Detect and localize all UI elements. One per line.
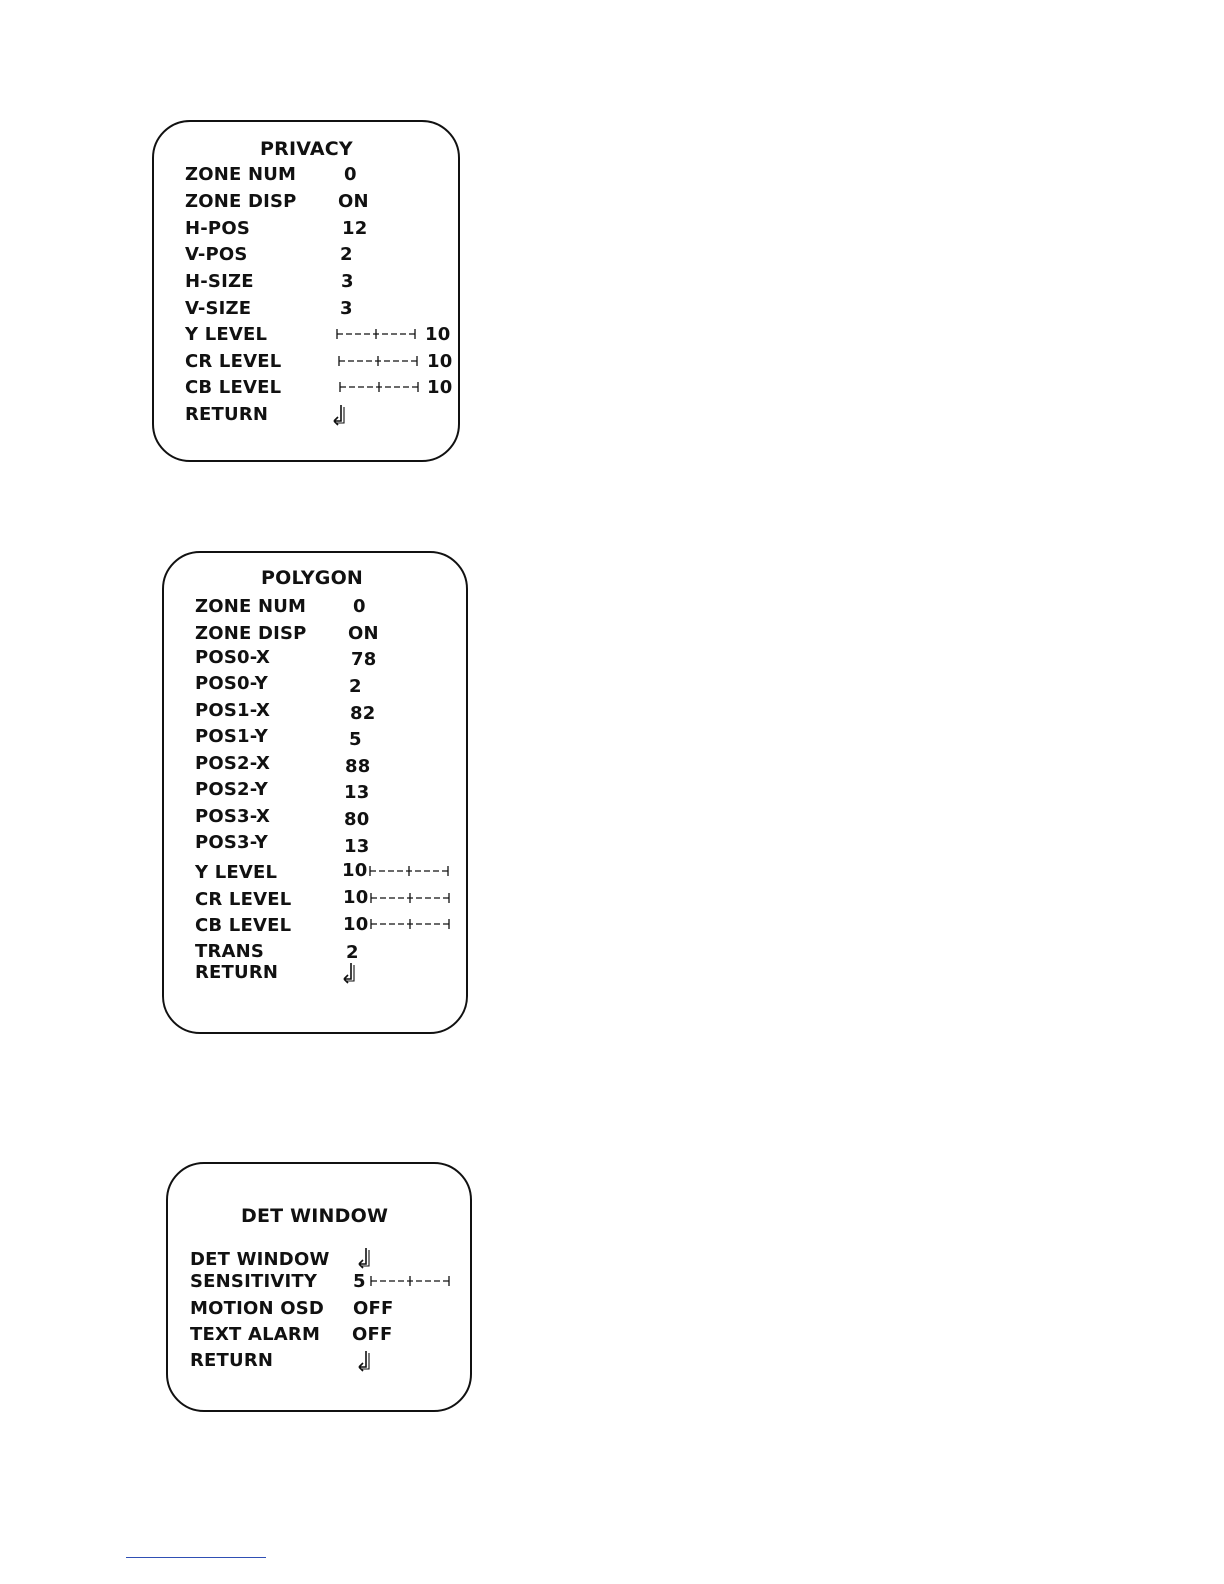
polygon-pos3-y-value[interactable]: 13 xyxy=(344,836,370,857)
privacy-v-size-label: V-SIZE xyxy=(185,298,252,319)
polygon-pos1-y-value[interactable]: 5 xyxy=(349,729,362,750)
privacy-return-label[interactable]: RETURN xyxy=(185,404,269,425)
motion-osd-value[interactable]: OFF xyxy=(353,1298,394,1319)
det-window-label: DET WINDOW xyxy=(190,1249,330,1270)
privacy-cr-level-slider[interactable] xyxy=(338,356,418,366)
polygon-cr-level-value: 10 xyxy=(343,887,369,908)
privacy-zone-disp-value[interactable]: ON xyxy=(338,191,369,212)
polygon-cb-level-slider[interactable] xyxy=(370,919,450,929)
polygon-cr-level-label: CR LEVEL xyxy=(195,889,292,910)
polygon-pos1-y-label: POS1-Y xyxy=(195,726,269,747)
polygon-return-label[interactable]: RETURN xyxy=(195,962,279,983)
privacy-cb-level-value: 10 xyxy=(427,377,453,398)
det-window-menu-title: DET WINDOW xyxy=(241,1205,389,1227)
polygon-pos3-y-label: POS3-Y xyxy=(195,832,269,853)
polygon-pos1-x-label: POS1-X xyxy=(195,700,271,721)
text-alarm-value[interactable]: OFF xyxy=(352,1324,393,1345)
privacy-v-pos-label: V-POS xyxy=(185,244,248,265)
det-window-menu-panel xyxy=(166,1162,472,1412)
privacy-h-size-value[interactable]: 3 xyxy=(341,271,354,292)
privacy-menu-panel xyxy=(152,120,460,462)
privacy-cr-level-label: CR LEVEL xyxy=(185,351,282,372)
polygon-y-level-label: Y LEVEL xyxy=(195,862,278,883)
polygon-pos0-y-label: POS0-Y xyxy=(195,673,269,694)
polygon-cb-level-label: CB LEVEL xyxy=(195,915,292,936)
privacy-y-level-slider[interactable] xyxy=(336,329,416,339)
footnote-separator xyxy=(126,1557,266,1558)
polygon-pos2-x-value[interactable]: 88 xyxy=(345,756,371,777)
privacy-cr-level-value: 10 xyxy=(427,351,453,372)
polygon-zone-disp-value[interactable]: ON xyxy=(348,623,379,644)
polygon-cr-level-slider[interactable] xyxy=(370,893,450,903)
privacy-cb-level-slider[interactable] xyxy=(339,382,419,392)
text-alarm-label: TEXT ALARM xyxy=(190,1324,321,1345)
polygon-y-level-slider[interactable] xyxy=(369,866,449,876)
polygon-menu-panel xyxy=(162,551,468,1034)
polygon-pos2-y-value[interactable]: 13 xyxy=(344,782,370,803)
enter-icon[interactable] xyxy=(356,1350,372,1372)
polygon-zone-num-label: ZONE NUM xyxy=(195,596,307,617)
polygon-zone-disp-label: ZONE DISP xyxy=(195,623,307,644)
det-return-label[interactable]: RETURN xyxy=(190,1350,274,1371)
polygon-pos0-x-value[interactable]: 78 xyxy=(351,649,377,670)
privacy-h-pos-label: H-POS xyxy=(185,218,250,239)
polygon-cb-level-value: 10 xyxy=(343,914,369,935)
polygon-pos0-x-label: POS0-X xyxy=(195,647,271,668)
sensitivity-slider[interactable] xyxy=(370,1276,450,1286)
polygon-pos2-x-label: POS2-X xyxy=(195,753,271,774)
polygon-pos3-x-label: POS3-X xyxy=(195,806,271,827)
privacy-h-pos-value[interactable]: 12 xyxy=(342,218,368,239)
motion-osd-label: MOTION OSD xyxy=(190,1298,325,1319)
polygon-pos3-x-value[interactable]: 80 xyxy=(344,809,370,830)
privacy-y-level-label: Y LEVEL xyxy=(185,324,268,345)
polygon-trans-value[interactable]: 2 xyxy=(346,942,359,963)
privacy-h-size-label: H-SIZE xyxy=(185,271,254,292)
polygon-pos2-y-label: POS2-Y xyxy=(195,779,269,800)
polygon-trans-label: TRANS xyxy=(195,941,265,962)
privacy-v-pos-value[interactable]: 2 xyxy=(340,244,353,265)
privacy-v-size-value[interactable]: 3 xyxy=(340,298,353,319)
polygon-pos0-y-value[interactable]: 2 xyxy=(349,676,362,697)
polygon-menu-title: POLYGON xyxy=(261,567,364,589)
privacy-zone-num-value[interactable]: 0 xyxy=(344,164,357,185)
enter-icon[interactable] xyxy=(356,1247,372,1269)
privacy-zone-num-label: ZONE NUM xyxy=(185,164,297,185)
privacy-zone-disp-label: ZONE DISP xyxy=(185,191,297,212)
privacy-y-level-value: 10 xyxy=(425,324,451,345)
sensitivity-value: 5 xyxy=(353,1271,366,1292)
polygon-zone-num-value[interactable]: 0 xyxy=(353,596,366,617)
sensitivity-label: SENSITIVITY xyxy=(190,1271,318,1292)
privacy-menu-title: PRIVACY xyxy=(260,138,353,160)
enter-icon[interactable] xyxy=(331,404,347,426)
polygon-pos1-x-value[interactable]: 82 xyxy=(350,703,376,724)
polygon-y-level-value: 10 xyxy=(342,860,368,881)
privacy-cb-level-label: CB LEVEL xyxy=(185,377,282,398)
enter-icon[interactable] xyxy=(341,962,357,984)
